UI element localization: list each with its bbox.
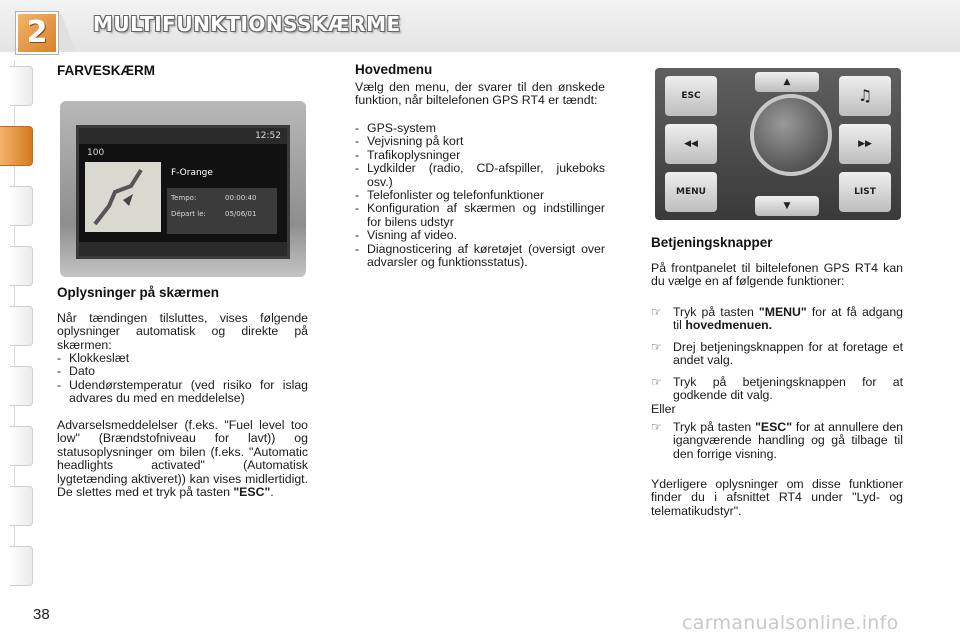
rewind-button[interactable]: ◀◀: [665, 124, 717, 164]
main-menu-list: [355, 122, 605, 269]
screen-tempo-label: Tempo:: [171, 194, 197, 202]
control-steps-esc: [651, 421, 903, 469]
section-title-control-buttons: Betjeningsknapper: [651, 235, 773, 250]
list-item: - GPS-system: [355, 121, 437, 135]
screen-destination: F-Orange: [171, 168, 213, 178]
more-info-text: Yderligere oplysninger om disse funktioner finder du i afsnittet RT4 under "Lyd- og telematikudstyr".: [651, 477, 903, 518]
control-buttons-intro: På frontpanelet til biltelefonen GPS RT4 kan du vælge en af følgende funktioner:: [651, 261, 903, 289]
section-title-screen-info: Oplysninger på skærmen: [57, 285, 220, 300]
list-button[interactable]: LIST: [839, 172, 891, 212]
menu-button[interactable]: MENU: [665, 172, 717, 212]
side-tab-8[interactable]: [10, 486, 33, 526]
esc-key-label: "ESC": [233, 485, 271, 500]
side-tab-2-active[interactable]: [0, 126, 33, 166]
screen-depart-value: 05/06/01: [225, 210, 257, 218]
step-rotate: ☞ Drej betjeningsknappen for at foretage et andet valg.: [651, 339, 903, 368]
pointing-hand-icon: ☞: [651, 420, 662, 434]
step-menu: ☞ Tryk på tasten "MENU" for at få adgang til hovedmenuen.: [651, 305, 904, 333]
control-steps: [651, 306, 903, 410]
list-item: - Udendørstemperatur (ved risiko for islag advares du med en meddelelse): [57, 377, 308, 406]
down-button[interactable]: ▼: [755, 196, 819, 216]
control-panel-photo: [655, 68, 901, 220]
music-button[interactable]: ♫: [839, 76, 891, 116]
section-title-main-menu: Hovedmenu: [355, 62, 433, 77]
chapter-badge: 2: [16, 12, 58, 54]
pointing-hand-icon: ☞: [651, 305, 662, 319]
esc-button[interactable]: ESC: [665, 76, 717, 116]
side-tab-5[interactable]: [10, 306, 33, 346]
pointing-hand-icon: ☞: [651, 339, 662, 354]
list-item: - Telefonlister og telefonfunktioner: [355, 188, 545, 203]
side-tab-3[interactable]: [10, 186, 33, 226]
page-number: 38: [33, 606, 50, 623]
list-item: - Dato: [57, 364, 95, 379]
list-item: - Klokkeslæt: [57, 351, 130, 365]
display-screen: [76, 125, 290, 259]
main-menu-intro: Vælg den menu, der svarer til den ønskede funktion, når biltelefonen GPS RT4 er tændt:: [355, 80, 605, 108]
screen-info-list: [57, 352, 308, 406]
side-tab-4[interactable]: [10, 246, 33, 286]
side-tab-7[interactable]: [10, 426, 33, 466]
pointing-hand-icon: ☞: [651, 374, 662, 389]
watermark: carmanualsonline.info: [682, 612, 899, 634]
side-tab-1[interactable]: [10, 66, 33, 106]
list-item: - Lydkilder (radio, CD-afspiller, jukeboks osv.): [355, 161, 605, 189]
step-esc: ☞ Tryk på tasten "ESC" for at annullere den igangværende handling og gå tilbage til den forrige visning.: [651, 420, 904, 461]
screen-clock: 12:52: [255, 131, 281, 141]
list-item: - Konfiguration af skærmen og indstillinger for bilens udstyr: [355, 201, 605, 229]
screen-speed: 100: [87, 148, 105, 158]
control-knob[interactable]: [750, 94, 832, 176]
list-item: - Trafikoplysninger: [355, 147, 461, 162]
screen-depart-label: Départ le:: [171, 210, 206, 218]
screen-bottom-bar: [79, 242, 287, 256]
screen-info-intro: Når tændingen tilsluttes, vises følgende oplysninger automatisk og direkte på skærmen:: [57, 311, 308, 352]
list-item: - Diagnosticering af køretøjet (oversigt over advarsler og funktionsstatus).: [355, 241, 605, 270]
color-screen-photo: [60, 101, 306, 277]
side-tab-6[interactable]: [10, 366, 33, 406]
up-button[interactable]: ▲: [755, 72, 819, 92]
list-item: - Visning af video.: [355, 228, 458, 243]
step-confirm: ☞ Tryk på betjeningsknappen for at godkende dit valg.: [651, 374, 903, 403]
side-tab-9[interactable]: [10, 546, 33, 586]
or-text: Eller: [651, 402, 676, 416]
list-item: - Vejvisning på kort: [355, 134, 464, 149]
page-title: MULTIFUNKTIONSSKÆRME: [93, 12, 401, 36]
section-title-color-screen: FARVESKÆRM: [57, 63, 156, 78]
screen-map: [85, 162, 161, 232]
warning-messages-text: Advarselsmeddelelser (f.eks. "Fuel level too low" (Brændstofniveau for lavt)) og statusoplysninger om bilen (f.eks. "Automatic headlights activated" (Automatisk lygtetænding aktiveret)) kan vises midlertidigt. De slettes med et tryk på tasten "ESC".: [57, 418, 308, 500]
screen-trip-box: [167, 188, 277, 234]
screen-tempo-value: 00:00:40: [225, 194, 257, 202]
map-route-icon: [85, 162, 161, 232]
side-tabs: [0, 60, 36, 580]
forward-button[interactable]: ▶▶: [839, 124, 891, 164]
